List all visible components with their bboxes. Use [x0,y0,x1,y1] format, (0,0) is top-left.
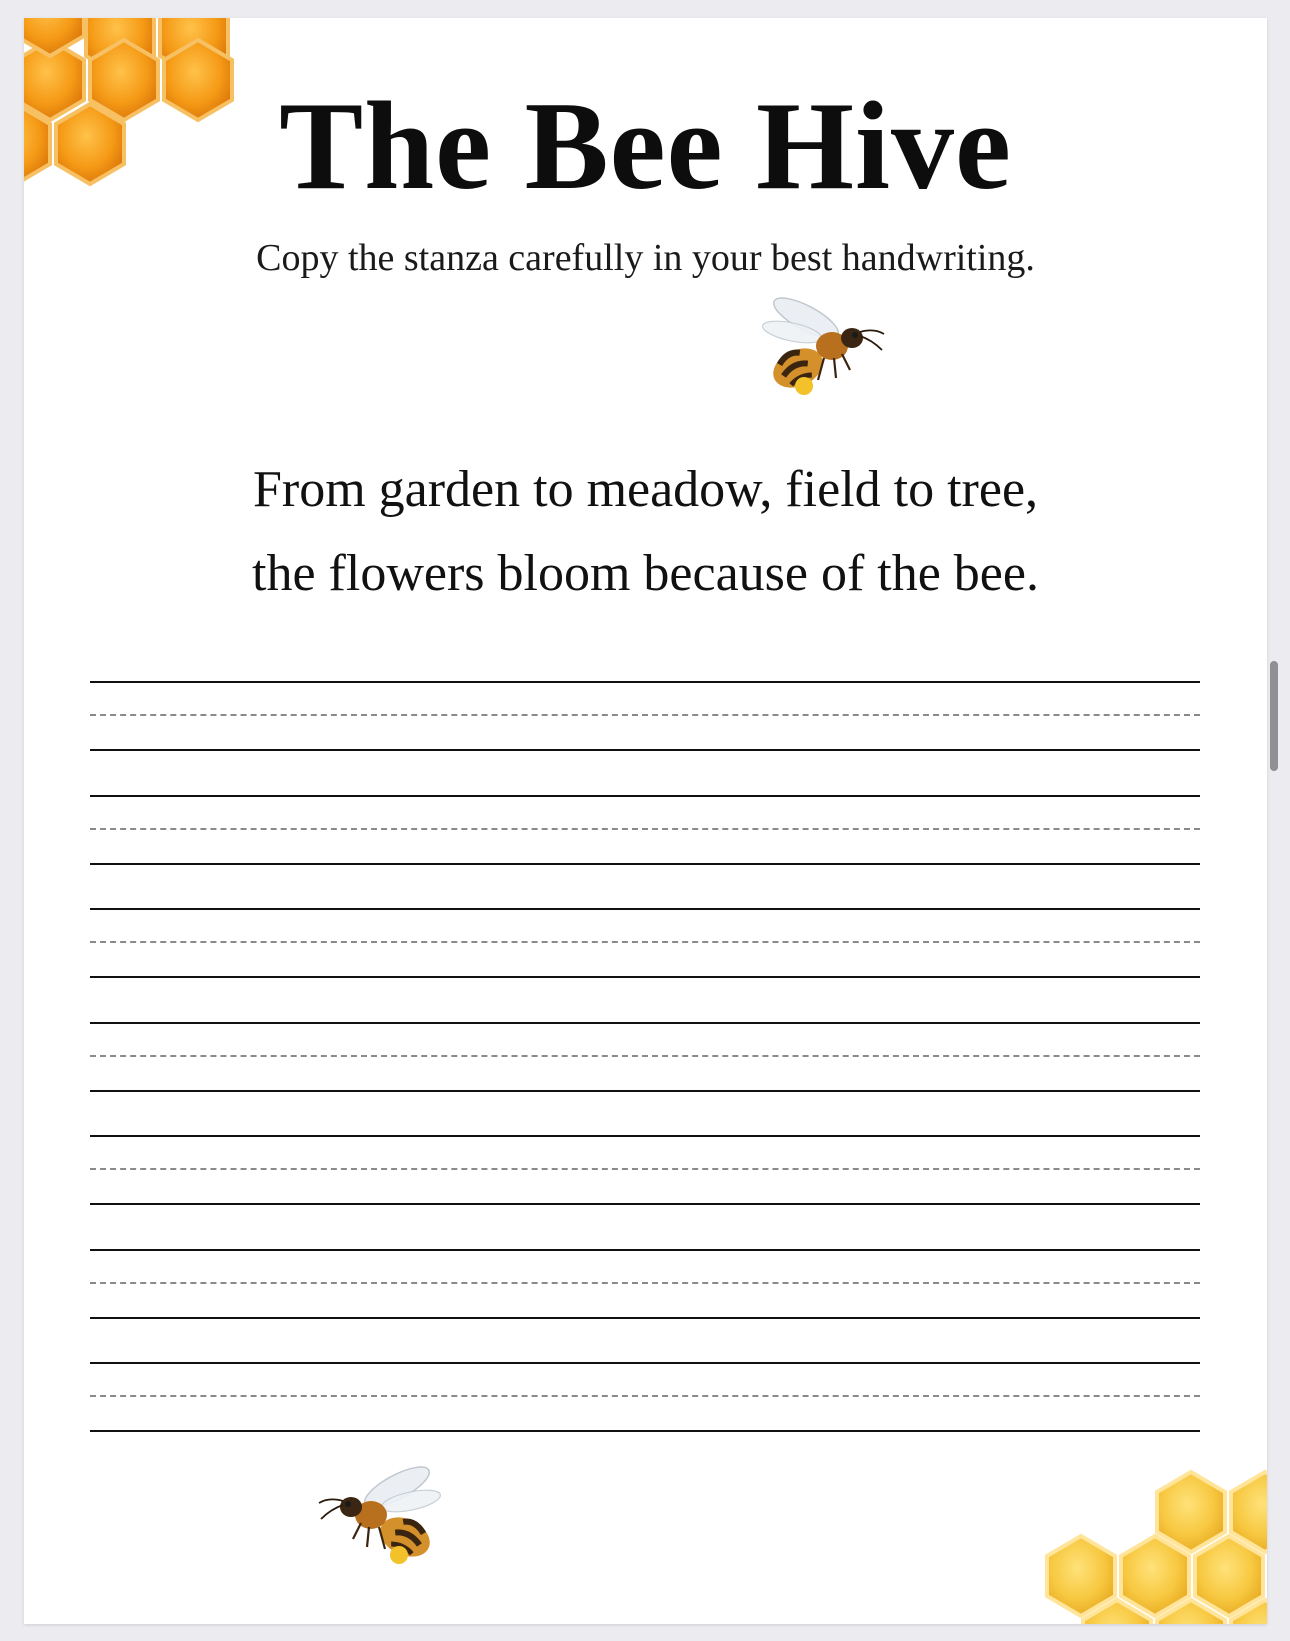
bee-icon [309,1465,449,1575]
writing-line-set[interactable] [90,681,1200,795]
worksheet-page [24,18,1267,1624]
stanza-line-1: From garden to meadow, field to tree, [252,461,1039,518]
worksheet-title: The Bee Hive [279,77,1012,216]
honeycomb-bottom-right-icon [1017,1462,1267,1624]
writing-line-set[interactable] [90,1249,1200,1363]
worksheet-instructions: Copy the stanza carefully in your best handwriting. [256,237,1035,279]
handwriting-lines[interactable] [90,681,1200,1476]
writing-line-set[interactable] [90,1135,1200,1249]
stanza [24,448,1267,616]
writing-line-set[interactable] [90,1362,1200,1476]
stanza-line-2: the flowers bloom because of the bee. [252,545,1039,602]
scrollbar-thumb[interactable] [1270,661,1278,771]
writing-line-set[interactable] [90,1022,1200,1136]
bee-icon [754,296,894,406]
writing-line-set[interactable] [90,795,1200,909]
writing-line-set[interactable] [90,908,1200,1022]
